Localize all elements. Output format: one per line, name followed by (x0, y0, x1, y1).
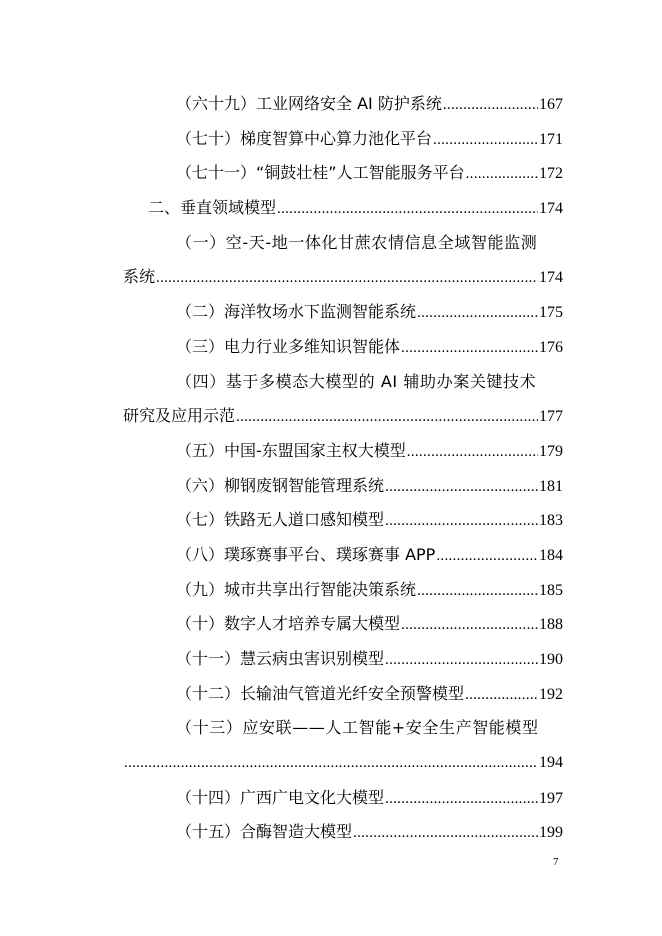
toc-entry-title: （十一）慧云病虫害识别模型 (176, 649, 385, 668)
toc-entry-line1[interactable] (123, 711, 563, 746)
toc-entry-line1[interactable] (123, 226, 563, 261)
toc-entry-title: （一）空-天-地一体化甘蔗农情信息全域智能监测 (176, 232, 538, 252)
toc-entry-page: 174 (539, 269, 563, 287)
toc-entry-title: （十五）合酶智造大模型 (176, 822, 353, 842)
toc-entry-page: 172 (539, 165, 563, 183)
toc-entry-page: 183 (539, 512, 563, 530)
toc-entry[interactable] (123, 330, 563, 365)
toc-entry[interactable] (123, 434, 563, 469)
dot-leader (466, 157, 538, 192)
toc-entry-title: （六十九）工业网络安全 AI 防护系统 (176, 94, 442, 113)
dot-leader (465, 678, 538, 713)
toc-entry-title: （四）基于多模态大模型的 AI 辅助办案关键技术 (176, 371, 537, 391)
toc-entry[interactable] (123, 677, 563, 712)
dot-leader (407, 435, 538, 470)
toc-entry-page: 197 (539, 789, 563, 807)
dot-leader (436, 539, 538, 574)
toc-entry-title: （七十一）“铜鼓壮桂”人工智能服务平台 (176, 163, 465, 183)
dot-leader (124, 746, 538, 781)
toc-entry[interactable] (123, 642, 563, 677)
dot-leader (417, 296, 538, 331)
toc-entry-line1[interactable] (123, 365, 563, 400)
toc-entry-page: 175 (539, 304, 563, 322)
toc-entry[interactable] (123, 295, 563, 330)
toc-entry-page: 176 (539, 338, 563, 356)
page-number: 7 (553, 856, 559, 868)
toc-entry-page: 184 (539, 546, 563, 564)
toc-entry-title: （二）海洋牧场水下监测智能系统 (176, 302, 417, 322)
toc-entry-page: 185 (539, 581, 563, 599)
toc-entry-page: 192 (539, 685, 563, 703)
toc-entry-title: （十二）长输油气管道光纤安全预警模型 (176, 683, 465, 703)
toc-entry-title: （十三）应安联——人工智能+安全生产智能模型 (176, 718, 539, 738)
dot-leader (385, 470, 538, 505)
dot-leader (353, 816, 538, 851)
dot-leader (156, 261, 538, 296)
dot-leader (443, 88, 538, 123)
toc-entry[interactable] (123, 573, 563, 608)
toc-entry[interactable] (123, 122, 563, 157)
toc-entry-page: 190 (539, 651, 563, 668)
toc-entry-title: （六）柳钢废钢智能管理系统 (176, 475, 385, 495)
toc-entry[interactable] (123, 607, 563, 642)
toc-entry-page: 167 (539, 96, 563, 113)
toc-entry-title: （八）璞琢赛事平台、璞琢赛事 APP (176, 544, 436, 564)
toc-entry[interactable] (123, 503, 563, 538)
toc-entry-title-continued: 研究及应用示范 (123, 406, 236, 426)
toc-entry-title-continued: 系统 (123, 267, 156, 287)
dot-leader (401, 331, 538, 366)
dot-leader (417, 574, 538, 609)
dot-leader (385, 504, 538, 539)
dot-leader (385, 643, 538, 678)
toc-entry-title: （五）中国-东盟国家主权大模型 (176, 440, 406, 460)
toc-entry[interactable] (123, 815, 563, 850)
toc-entry-page: 174 (539, 200, 563, 218)
toc-entry-line2[interactable] (123, 260, 563, 295)
toc-section-entry[interactable] (123, 191, 563, 226)
toc-entry-line2[interactable] (123, 746, 563, 781)
toc-entry-page: 179 (539, 442, 563, 460)
toc-entry-page: 171 (539, 130, 563, 148)
toc-entry-title: （三）电力行业多维知识智能体 (176, 336, 401, 356)
toc-entry-title: （十）数字人才培养专属大模型 (176, 614, 401, 634)
dot-leader (385, 782, 538, 817)
table-of-contents (123, 87, 563, 850)
toc-entry-line2[interactable] (123, 399, 563, 434)
toc-entry[interactable] (123, 156, 563, 191)
dot-leader (277, 192, 538, 227)
toc-entry-title: （七十）梯度智算中心算力池化平台 (176, 128, 433, 148)
toc-entry[interactable] (123, 781, 563, 816)
toc-section-title: 二、垂直领域模型 (148, 198, 277, 218)
toc-entry[interactable] (123, 469, 563, 504)
toc-entry-page: 177 (539, 408, 563, 426)
dot-leader (433, 123, 538, 158)
dot-leader (401, 608, 538, 643)
toc-entry-page: 199 (539, 824, 563, 842)
toc-entry-title: （九）城市共享出行智能决策系统 (176, 579, 417, 599)
toc-entry-title: （七）铁路无人道口感知模型 (176, 510, 385, 530)
toc-entry[interactable] (123, 538, 563, 573)
dot-leader (236, 400, 538, 435)
toc-entry-title: （十四）广西广电文化大模型 (176, 787, 385, 807)
toc-entry-page: 181 (539, 477, 563, 495)
toc-entry-page: 188 (539, 616, 563, 634)
toc-entry[interactable] (123, 87, 563, 122)
toc-entry-page: 194 (539, 754, 563, 772)
